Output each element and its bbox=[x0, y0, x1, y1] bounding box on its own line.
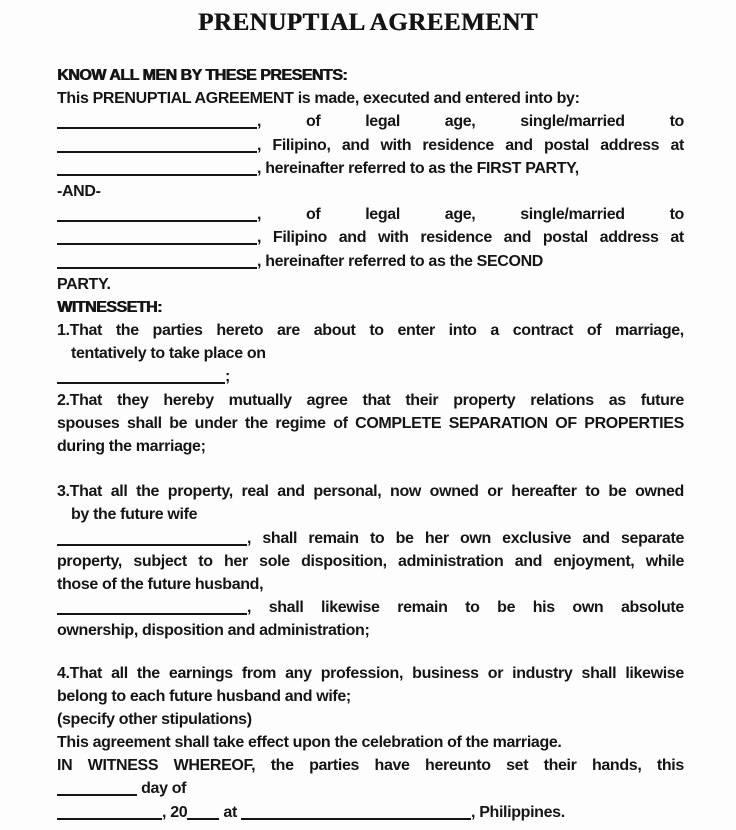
text-segment: industry bbox=[512, 664, 573, 682]
text-segment: age, bbox=[444, 206, 476, 224]
doc-line bbox=[57, 389, 684, 412]
text-segment: hereto bbox=[216, 322, 264, 340]
text-segment: PROPERTIES bbox=[584, 414, 684, 432]
text-segment: about bbox=[313, 322, 356, 340]
text-segment: relations bbox=[530, 391, 594, 409]
text-segment: contract bbox=[512, 322, 574, 340]
doc-line bbox=[57, 203, 684, 226]
text-segment: by the future wife bbox=[71, 506, 198, 524]
text-segment: property, bbox=[57, 552, 123, 570]
doc-line bbox=[57, 110, 684, 133]
text-segment: WITNESS bbox=[87, 757, 159, 775]
text-segment: hereunto bbox=[425, 757, 491, 775]
text-segment: parties bbox=[152, 322, 203, 340]
blank-field bbox=[57, 531, 247, 546]
text-segment: they bbox=[116, 391, 149, 409]
text-segment: or bbox=[487, 483, 503, 501]
blank-with-text: , Philippines. bbox=[241, 804, 565, 821]
text-segment: (specify other stipulations) bbox=[57, 710, 252, 728]
document-body bbox=[57, 64, 684, 824]
text-segment: single/married bbox=[520, 206, 625, 224]
text-segment: sole bbox=[259, 552, 290, 570]
text-segment: of bbox=[305, 113, 321, 131]
doc-line bbox=[57, 250, 684, 273]
blank-with-text: , hereinafter referred to as the SECOND bbox=[57, 253, 543, 270]
doc-line bbox=[57, 87, 684, 110]
text-segment: and bbox=[503, 229, 532, 247]
blank-field bbox=[57, 114, 257, 129]
doc-line bbox=[57, 754, 684, 777]
text-segment: and bbox=[277, 483, 305, 501]
text-segment: This agreement shall take effect upon the celebration of the marriage. bbox=[57, 734, 562, 752]
text-segment: their bbox=[543, 757, 577, 775]
text-segment: and bbox=[514, 552, 543, 570]
text-segment: be bbox=[395, 529, 414, 547]
text-segment: shall bbox=[126, 414, 162, 432]
doc-line bbox=[57, 685, 684, 708]
doc-line bbox=[57, 503, 684, 526]
text-segment: to bbox=[669, 113, 684, 131]
text-segment: to bbox=[369, 529, 385, 547]
text-segment: own bbox=[459, 529, 491, 547]
text-segment: personal, bbox=[313, 483, 382, 501]
blank-with-text: , hereinafter referred to as the FIRST PARTY, bbox=[57, 160, 579, 177]
text-segment: 2.That bbox=[57, 391, 103, 409]
text-segment: ownership, disposition and administration; bbox=[57, 622, 370, 640]
blank-field bbox=[241, 805, 471, 820]
blank-with-text: day of bbox=[57, 780, 186, 797]
text-segment: separate bbox=[620, 529, 684, 547]
text-segment: remain bbox=[397, 599, 448, 617]
text-segment: any bbox=[285, 664, 312, 682]
text-segment: to bbox=[585, 483, 600, 501]
text-segment: PARTY. bbox=[57, 275, 111, 293]
text-segment: postal bbox=[543, 136, 589, 154]
text-segment: own bbox=[572, 599, 604, 617]
text-segment: this bbox=[656, 757, 684, 775]
text-segment: set bbox=[506, 757, 529, 775]
text-segment: a bbox=[490, 322, 499, 340]
paragraph-gap bbox=[57, 458, 684, 480]
text-segment: spouses bbox=[57, 414, 120, 432]
text-segment: legal bbox=[365, 206, 400, 224]
text-segment: hereby bbox=[163, 391, 214, 409]
blank-field bbox=[57, 230, 257, 245]
text-segment: at bbox=[670, 229, 684, 247]
doc-line bbox=[57, 731, 684, 754]
text-segment: exclusive bbox=[502, 529, 572, 547]
text-segment: belong to each future husband and wife; bbox=[57, 687, 351, 705]
text-segment: of bbox=[586, 322, 602, 340]
text-segment: to bbox=[369, 322, 384, 340]
text-segment: future bbox=[640, 391, 684, 409]
blank-field bbox=[57, 600, 247, 615]
doc-line bbox=[57, 596, 684, 619]
doc-line bbox=[57, 134, 684, 157]
text-segment: postal bbox=[542, 229, 588, 247]
text-segment: subject bbox=[133, 552, 187, 570]
paragraph-gap bbox=[57, 643, 684, 662]
text-segment: address bbox=[600, 136, 660, 154]
text-segment: agree bbox=[306, 391, 348, 409]
text-segment: under bbox=[194, 414, 238, 432]
doc-line bbox=[57, 226, 684, 249]
text-segment: owned bbox=[429, 483, 479, 501]
blank-with-text: , bbox=[57, 134, 261, 157]
text-segment: or bbox=[487, 664, 504, 682]
text-segment: shall bbox=[262, 529, 298, 547]
blank-field bbox=[187, 805, 219, 820]
text-segment: parties bbox=[309, 757, 360, 775]
text-segment: the bbox=[136, 664, 160, 682]
doc-line bbox=[57, 412, 684, 435]
text-segment: their bbox=[405, 391, 439, 409]
doc-line bbox=[57, 365, 684, 388]
doc-line bbox=[57, 777, 684, 800]
doc-line bbox=[57, 273, 684, 296]
text-segment: SEPARATION bbox=[448, 414, 548, 432]
text-segment: absolute bbox=[620, 599, 684, 617]
text-segment: OF bbox=[555, 414, 577, 432]
blank-field bbox=[57, 805, 162, 820]
text-segment: and bbox=[505, 136, 533, 154]
text-segment: disposition, bbox=[301, 552, 387, 570]
text-segment: from bbox=[241, 664, 277, 682]
text-segment: WITNESSETH: bbox=[57, 298, 162, 316]
doc-line bbox=[57, 342, 684, 365]
text-segment: remain bbox=[308, 529, 359, 547]
text-segment: of bbox=[305, 206, 321, 224]
text-segment: earnings bbox=[168, 664, 233, 682]
blank-with-text: , bbox=[57, 527, 251, 550]
text-segment: single/married bbox=[520, 113, 625, 131]
text-segment: likewise bbox=[625, 664, 684, 682]
text-segment: regime bbox=[275, 414, 326, 432]
text-segment: Filipino bbox=[272, 229, 327, 247]
blank-with-text: at bbox=[187, 804, 241, 821]
text-segment: COMPLETE bbox=[355, 414, 442, 432]
blank-field bbox=[57, 207, 257, 222]
text-segment: -AND- bbox=[57, 182, 101, 200]
text-segment: shall bbox=[581, 664, 617, 682]
section-heading bbox=[57, 296, 684, 319]
blank-with-text: , bbox=[57, 596, 251, 619]
text-segment: the bbox=[136, 483, 160, 501]
text-segment: 3.That bbox=[57, 483, 103, 501]
blank-with-text: , 20 bbox=[57, 804, 187, 821]
text-segment: into bbox=[448, 322, 477, 340]
text-segment: all bbox=[110, 483, 128, 501]
text-segment: be bbox=[169, 414, 188, 432]
text-segment: with bbox=[380, 136, 412, 154]
text-segment: while bbox=[645, 552, 684, 570]
text-segment: real bbox=[241, 483, 269, 501]
text-segment: Filipino, bbox=[272, 136, 331, 154]
doc-line bbox=[57, 319, 684, 342]
text-segment: This PRENUPTIAL AGREEMENT is made, executed and entered into by: bbox=[57, 90, 580, 108]
text-segment: shall bbox=[268, 599, 304, 617]
text-segment: and bbox=[338, 229, 367, 247]
text-segment: those of the future husband, bbox=[57, 575, 264, 593]
doc-line bbox=[57, 550, 684, 573]
doc-line bbox=[57, 180, 684, 203]
text-segment: to bbox=[669, 206, 684, 224]
text-segment: the bbox=[244, 414, 268, 432]
text-segment: be bbox=[608, 483, 627, 501]
doc-line bbox=[57, 662, 684, 685]
text-segment: have bbox=[374, 757, 410, 775]
text-segment: enter bbox=[397, 322, 435, 340]
text-segment: likewise bbox=[321, 599, 380, 617]
text-segment: residence bbox=[422, 136, 494, 154]
doc-line bbox=[57, 480, 684, 503]
text-segment: during the marriage; bbox=[57, 438, 206, 455]
blank-field bbox=[57, 781, 137, 796]
blank-field bbox=[57, 254, 257, 269]
text-segment: residence bbox=[420, 229, 492, 247]
text-segment: 4.That bbox=[57, 664, 103, 682]
text-segment: mutually bbox=[228, 391, 292, 409]
text-segment: administration bbox=[398, 552, 504, 570]
text-segment: the bbox=[115, 322, 139, 340]
text-segment: age, bbox=[444, 113, 476, 131]
text-segment: profession, bbox=[320, 664, 404, 682]
text-segment: address bbox=[599, 229, 659, 247]
text-segment: 1.That bbox=[57, 322, 103, 340]
text-segment: her bbox=[424, 529, 449, 547]
blank-with-text: , bbox=[57, 110, 261, 133]
text-segment: hereafter bbox=[511, 483, 577, 501]
text-segment: business bbox=[412, 664, 479, 682]
doc-line bbox=[57, 435, 684, 458]
text-segment: the bbox=[270, 757, 294, 775]
text-segment: IN bbox=[57, 757, 73, 775]
text-segment: WHEREOF, bbox=[173, 757, 256, 775]
text-segment: KNOW ALL MEN BY THESE PRESENTS: bbox=[57, 67, 348, 84]
blank-with-text: , bbox=[57, 203, 261, 226]
doc-line bbox=[57, 801, 684, 824]
text-segment: and bbox=[341, 136, 370, 154]
blank-field bbox=[57, 138, 257, 153]
text-segment: to bbox=[198, 552, 213, 570]
text-segment: are bbox=[276, 322, 300, 340]
text-segment: enjoyment, bbox=[553, 552, 635, 570]
text-segment: tentatively to take place on bbox=[71, 345, 266, 363]
text-segment: of bbox=[333, 414, 348, 432]
text-segment: hands, bbox=[591, 757, 642, 775]
doc-line bbox=[57, 708, 684, 731]
doc-line bbox=[57, 527, 684, 550]
doc-line bbox=[57, 573, 684, 596]
blank-with-text: ; bbox=[57, 368, 230, 385]
text-segment: property bbox=[453, 391, 516, 409]
text-segment: as bbox=[608, 391, 626, 409]
text-segment: with bbox=[377, 229, 409, 247]
text-segment: legal bbox=[365, 113, 400, 131]
text-segment: his bbox=[532, 599, 555, 617]
blank-field bbox=[57, 161, 257, 176]
text-segment: her bbox=[223, 552, 248, 570]
doc-line bbox=[57, 157, 684, 180]
document-title: PRENUPTIAL AGREEMENT bbox=[198, 9, 538, 36]
text-segment: owned bbox=[635, 483, 684, 501]
text-segment: to bbox=[465, 599, 480, 617]
text-segment: and bbox=[582, 529, 610, 547]
text-segment: all bbox=[111, 664, 128, 682]
text-segment: at bbox=[670, 136, 684, 154]
doc-line bbox=[57, 619, 684, 642]
text-segment: marriage, bbox=[615, 322, 684, 340]
section-heading bbox=[57, 64, 684, 87]
text-segment: that bbox=[362, 391, 391, 409]
text-segment: property, bbox=[167, 483, 233, 501]
text-segment: now bbox=[390, 483, 421, 501]
text-segment: be bbox=[497, 599, 516, 617]
blank-field bbox=[57, 369, 225, 384]
blank-with-text: , bbox=[57, 226, 261, 249]
